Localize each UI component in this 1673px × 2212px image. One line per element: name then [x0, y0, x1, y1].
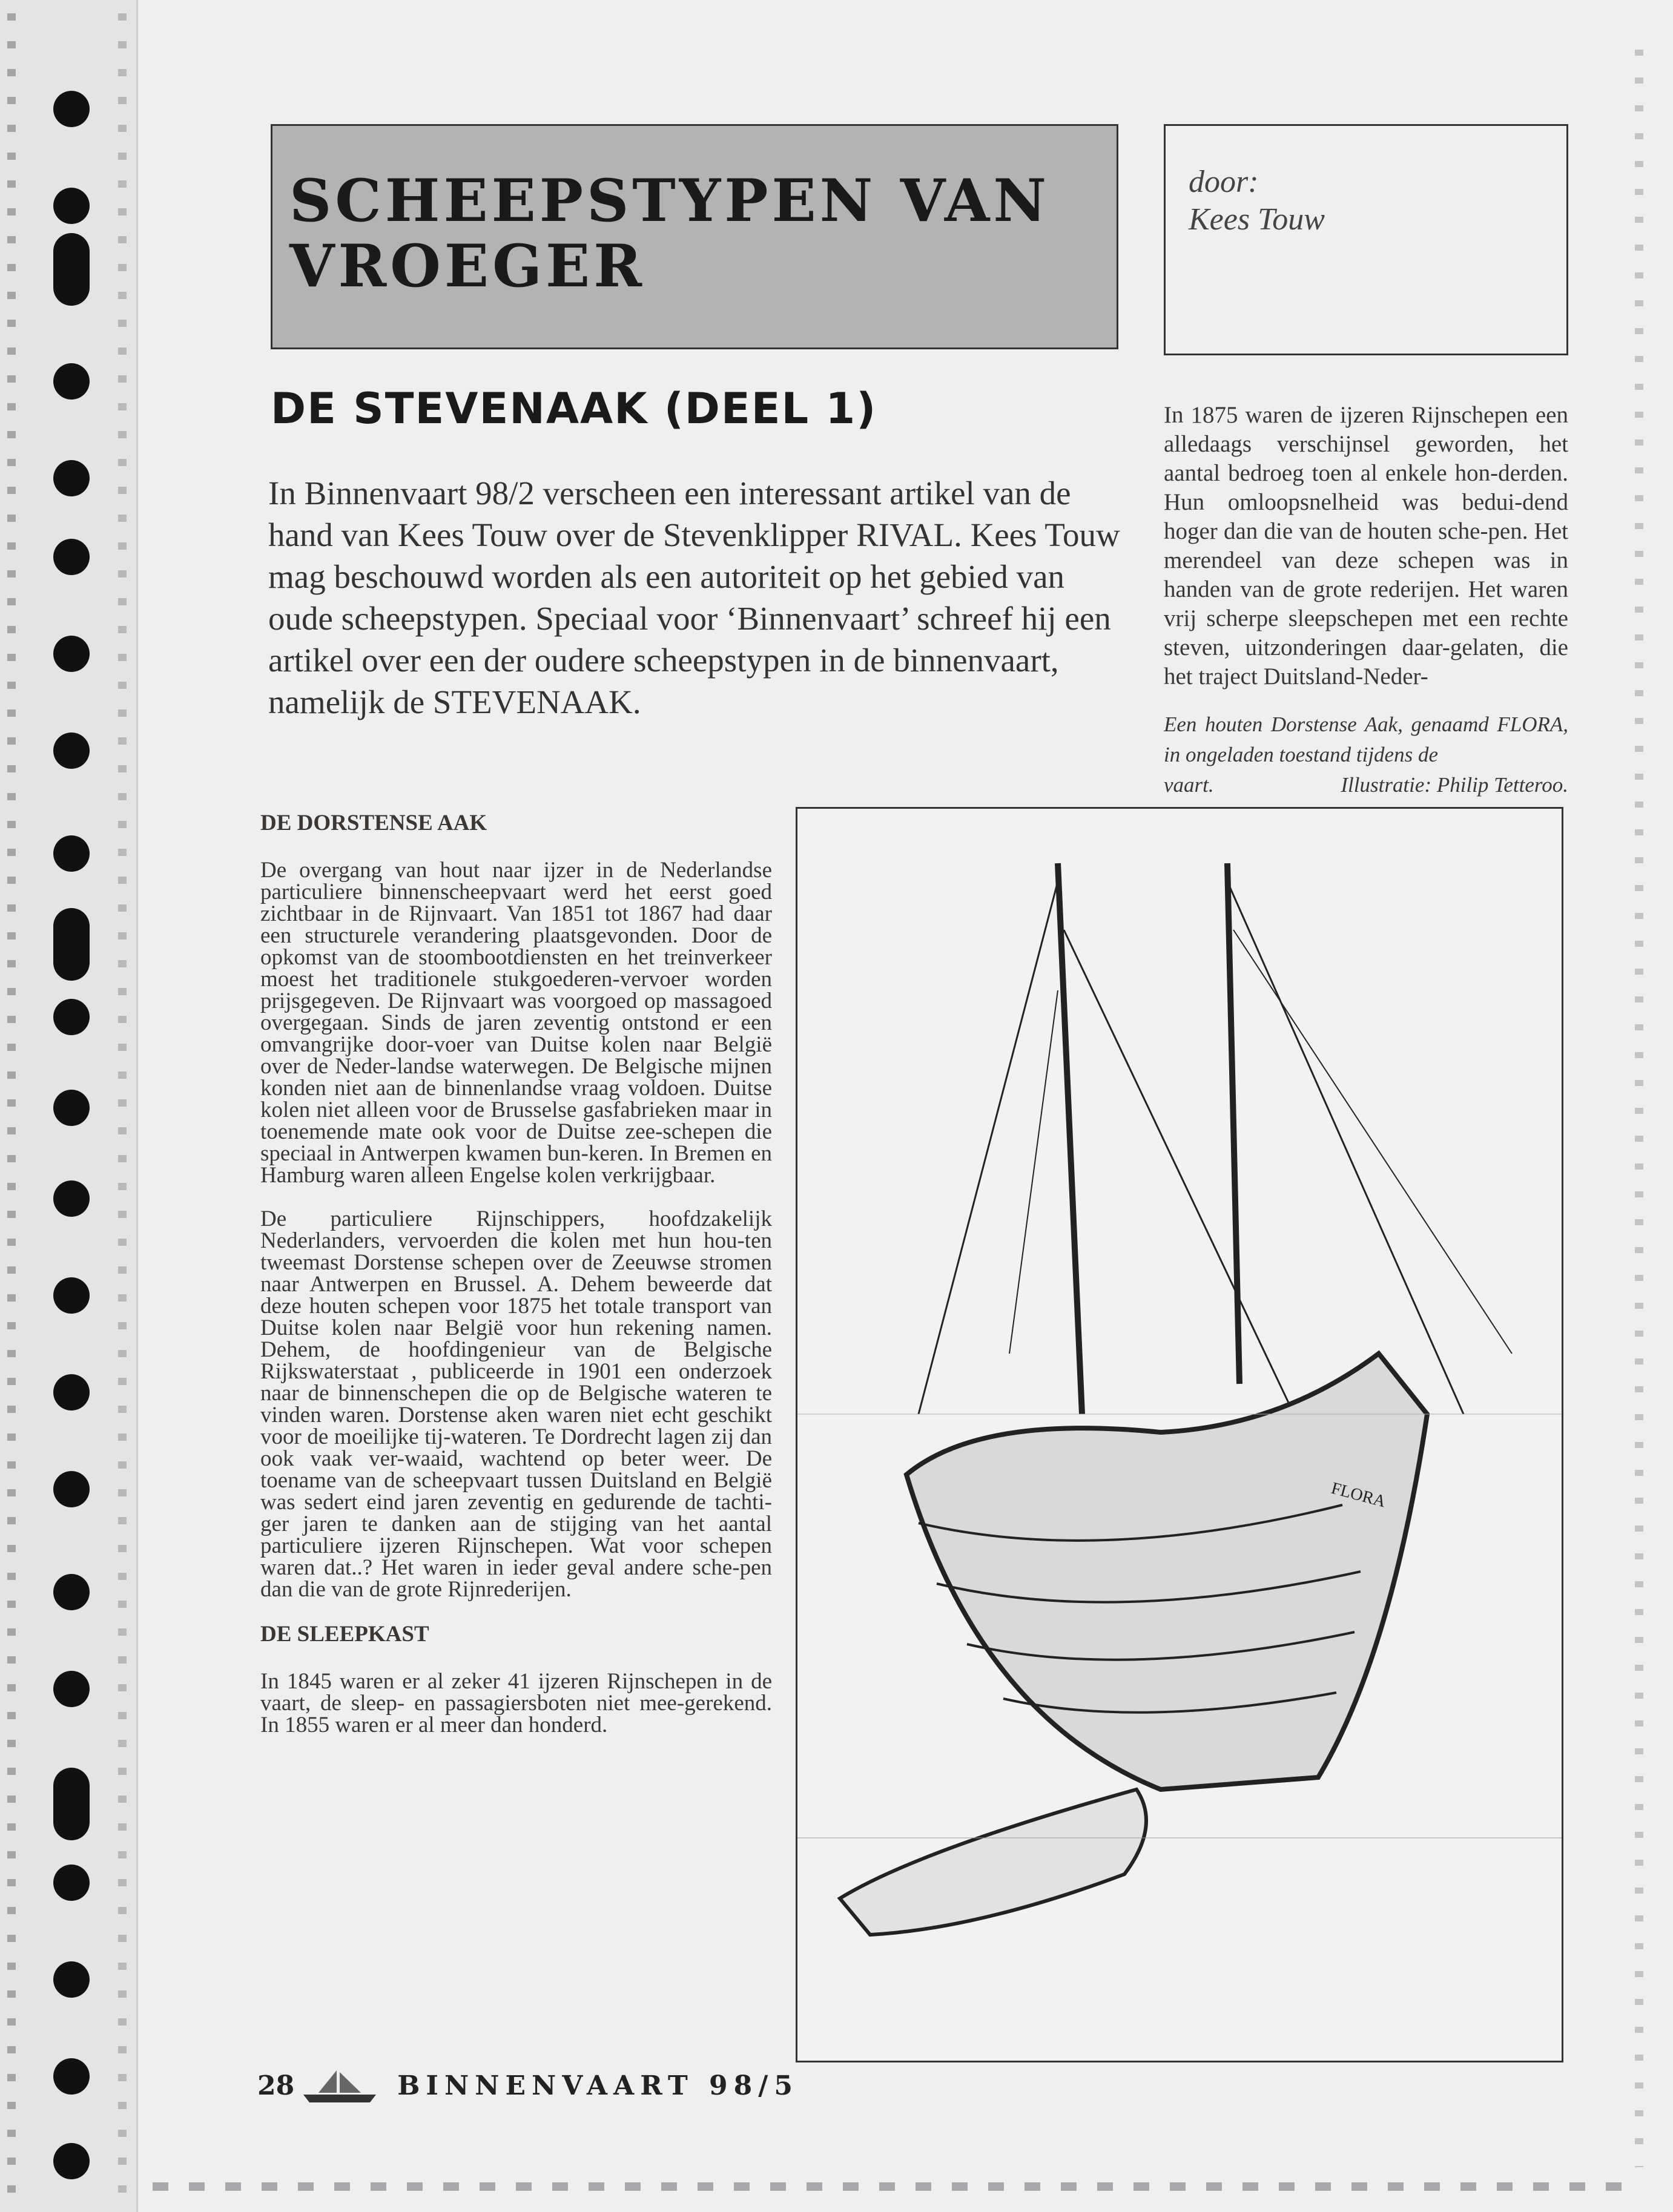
intro-paragraph: [268, 472, 1128, 723]
sailing-barge-drawing: [797, 809, 1562, 2061]
perforation: [7, 0, 16, 2212]
binder-hole: [53, 460, 90, 496]
author-name: Kees Touw: [1189, 202, 1325, 237]
author-box: [1164, 124, 1568, 355]
binder-hole: [53, 835, 90, 872]
binder-hole: [53, 539, 90, 575]
binder-hole: [53, 363, 90, 400]
illustration-caption: [1164, 709, 1568, 800]
section-heading: DE SLEEPKAST: [260, 1622, 429, 1647]
left-column: [260, 811, 772, 1758]
page-footer: [257, 2064, 799, 2107]
title-line: SCHEEPSTYPEN VAN: [289, 166, 1051, 235]
binder-hole: [53, 1865, 90, 1901]
page-title: [289, 168, 1117, 299]
binder-hole: [53, 908, 90, 981]
perforation-right: [1635, 36, 1643, 2167]
boat-name-label: FLORA: [1329, 1478, 1388, 1512]
ship-logo-icon: [300, 2067, 379, 2104]
binder-hole: [53, 1574, 90, 1610]
binder-hole: [53, 1090, 90, 1126]
ship-illustration: [796, 807, 1563, 2062]
binder-hole: [53, 2058, 90, 2095]
perforation-bottom: [139, 2182, 1641, 2191]
binder-hole: [53, 636, 90, 672]
section-heading: DE DORSTENSE AAK: [260, 811, 487, 835]
binder-hole: [53, 1180, 90, 1217]
title-box: [271, 124, 1118, 349]
binder-hole: [53, 1277, 90, 1314]
binder-hole: [53, 2143, 90, 2179]
binder-hole: [53, 1671, 90, 1707]
binder-hole: [53, 233, 90, 306]
binder-hole: [53, 1768, 90, 1840]
caption-end: vaart.: [1164, 773, 1214, 797]
binder-hole: [53, 1374, 90, 1410]
binder-hole: [53, 91, 90, 127]
title-line: VROEGER: [289, 232, 645, 300]
magazine-issue: BINNENVAART 98/5: [397, 2070, 799, 2101]
binder-hole: [53, 999, 90, 1035]
paragraph: De overgang van hout naar ijzer in de Nederlandse particuliere binnenscheepvaart werd het eerst goed zichtbaar in de Rijnvaart. Van 1851 tot 1867 had daar een structurele verandering plaatsgevonden. Door de opkomst van de stoombootdiensten en het treinverkeer moest het traditionele stukgoederen-vervoer worden prijsgegeven. De Rijnvaart was voorgoed op massagoed overgegaan. Sinds de jaren zeventig ontstond er een omvangrijke door-voer van Duitse kolen naar België over de Neder-landse waterwegen. De Belgische mijnen konden niet aan de binnenlandse vraag voldoen. Duitse kolen niet alleen voor de Brusselse gasfabrieken maar in toenemende mate ook voor de Duitse zee-schepen die speciaal in Antwerpen kwamen bun-keren. In Bremen en Hamburg waren alleen Engelse kolen verkrijgbaar.: [260, 858, 772, 1188]
binder-hole: [53, 188, 90, 224]
article-subtitle: DE STEVENAAK (DEEL 1): [271, 384, 877, 433]
caption-text: Een houten Dorstense Aak, genaamd FLORA, in ongeladen toestand tijdens de: [1164, 713, 1568, 766]
perforation: [118, 0, 127, 2212]
page-number: 28: [257, 2070, 295, 2101]
binder-hole: [53, 732, 90, 769]
author-label: door:: [1189, 165, 1259, 199]
intro-text: In Binnenvaart 98/2 verscheen een interessant artikel van de hand van Kees Touw over de Stevenklipper RIVAL. Kees Touw mag beschouwd worden als een autoriteit op het gebied van oude scheepstypen. Speciaal voor ‘Binnenvaart’ schreef hij een artikel over een der oudere scheepstypen in de binnenvaart, namelijk de STEVENAAK.: [268, 475, 1120, 720]
paragraph: In 1845 waren er al zeker 41 ijzeren Rijnschepen in de vaart, de sleep- en passagiersboten niet mee-gerekend. In 1855 waren er al meer dan honderd.: [260, 1669, 772, 1737]
paragraph: De particuliere Rijnschippers, hoofdzakelijk Nederlanders, vervoerden die kolen met hun hou-ten tweemast Dorstense schepen over de Zeeuwse stromen naar Antwerpen en Brussel. A. Dehem beweerde dat deze houten schepen voor 1875 het totale transport van Duitse kolen naar België voor hun rekening namen. Dehem, de hoofdingenieur van de Belgische Rijkswaterstaat , publiceerde in 1901 een onderzoek naar de binnenschepen die op de Belgische wateren te vinden waren. Dorstense aken waren niet echt geschikt voor de moeilijke tij-wateren. Te Dordrecht lagen zij dan ook vaak ver-waaid, wachtend op beter weer. De toename van de scheepvaart tussen Duitsland en België was sedert eind jaren zeventig en gedurende de tachti-ger jaren te danken aan de stijging van het aantal particuliere ijzeren Rijnschepen. Wat voor schepen waren dat..? Het waren in ieder geval andere sche-pen dan die van de grote Rijnrederijen.: [260, 1206, 772, 1602]
right-column-text: In 1875 waren de ijzeren Rijnschepen een alledaags verschijnsel geworden, het aantal bedroeg toen al enkele hon-derden. Hun omloopsnelheid was bedui-dend hoger dan die van de houten sche-pen. Het merendeel van deze schepen was in handen van de grote rederijen. Het waren vrij scherpe sleepschepen met een rechte steven, uitzonderingen daar-gelaten, die het traject Duitsland-Neder-: [1164, 402, 1568, 690]
binder-hole: [53, 1471, 90, 1507]
binder-hole: [53, 1961, 90, 1998]
caption-credit: Illustratie: Philip Tetteroo.: [1341, 773, 1568, 797]
